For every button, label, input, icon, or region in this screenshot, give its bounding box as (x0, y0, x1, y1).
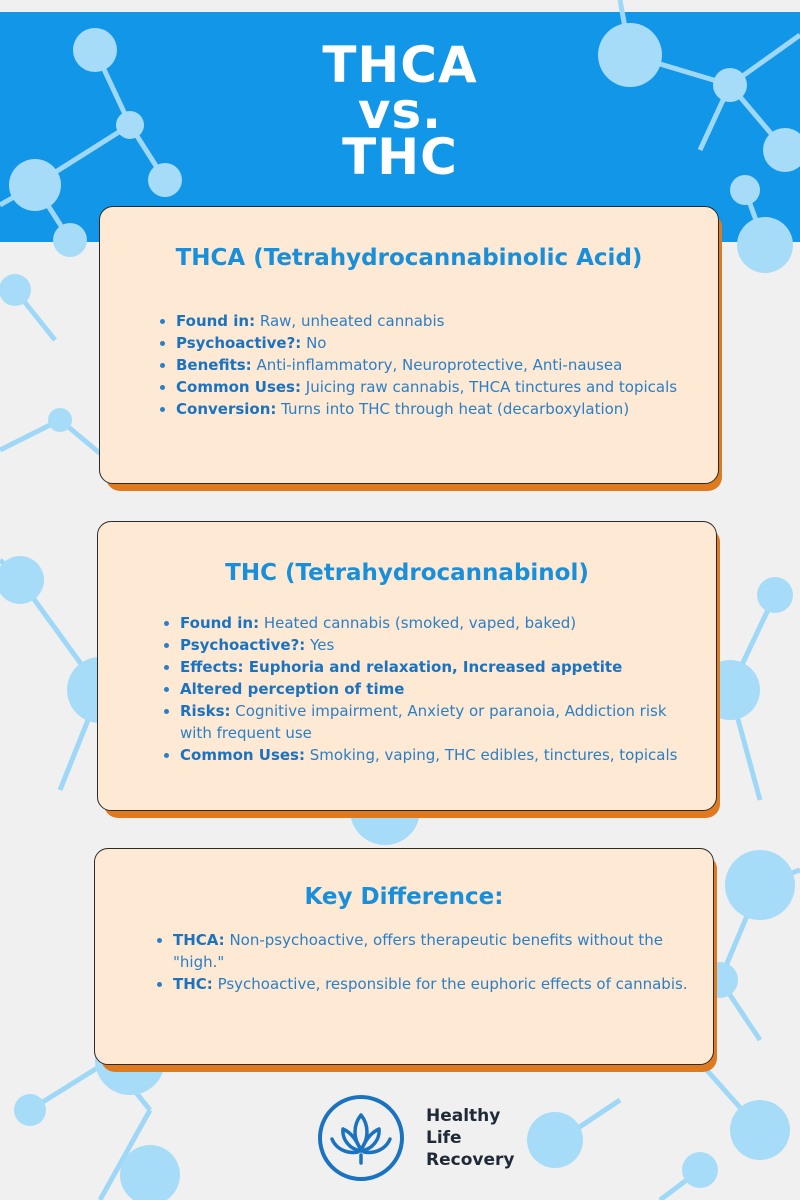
thca-card (99, 206, 719, 484)
list-item: • THCA: Non-psychoactive, offers therapeutic benefits without the "high." (173, 929, 693, 973)
list-item: • Psychoactive?: No (176, 332, 716, 354)
list-item: • Effects: Euphoria and relaxation, Increased appetite (180, 656, 700, 678)
title-line-2: vs. (357, 82, 443, 140)
list-item: • Found in: Raw, unheated cannabis (176, 310, 716, 332)
list-item: • Risks: Cognitive impairment, Anxiety or paranoia, Addiction risk with frequent use (180, 700, 700, 744)
list-item: • Common Uses: Juicing raw cannabis, THCA tinctures and topicals (176, 376, 716, 398)
logo-line-3: Recovery (426, 1150, 515, 1170)
list-item: • Benefits: Anti-inflammatory, Neuroprotective, Anti-nausea (176, 354, 716, 376)
title-line-3: THC (342, 128, 458, 186)
logo-line-1: Healthy (426, 1106, 501, 1126)
list-item: • Altered perception of time (180, 678, 700, 700)
lotus-icon (316, 1093, 406, 1183)
list-item: • THC: Psychoactive, responsible for the euphoric effects of cannabis. (173, 973, 693, 995)
logo-text (426, 1105, 514, 1171)
key-list (153, 929, 693, 995)
logo-line-2: Life (426, 1128, 462, 1148)
list-item: • Found in: Heated cannabis (smoked, vaped, baked) (180, 612, 700, 634)
thc-card (97, 521, 717, 811)
list-item: • Common Uses: Smoking, vaping, THC edibles, tinctures, topicals (180, 744, 700, 766)
page-title (0, 36, 800, 186)
thc-list (160, 612, 700, 766)
healthy-life-recovery-logo (316, 1093, 516, 1183)
key-difference-card (94, 848, 714, 1065)
title-line-1: THCA (322, 36, 478, 94)
list-item: • Psychoactive?: Yes (180, 634, 700, 656)
thca-list (156, 310, 716, 420)
list-item: • Conversion: Turns into THC through heat (decarboxylation) (176, 398, 716, 420)
thca-card-title: THCA (Tetrahydrocannabinolic Acid) (175, 245, 643, 271)
key-card-title: Key Difference: (304, 884, 504, 910)
thc-card-title: THC (Tetrahydrocannabinol) (225, 560, 589, 586)
